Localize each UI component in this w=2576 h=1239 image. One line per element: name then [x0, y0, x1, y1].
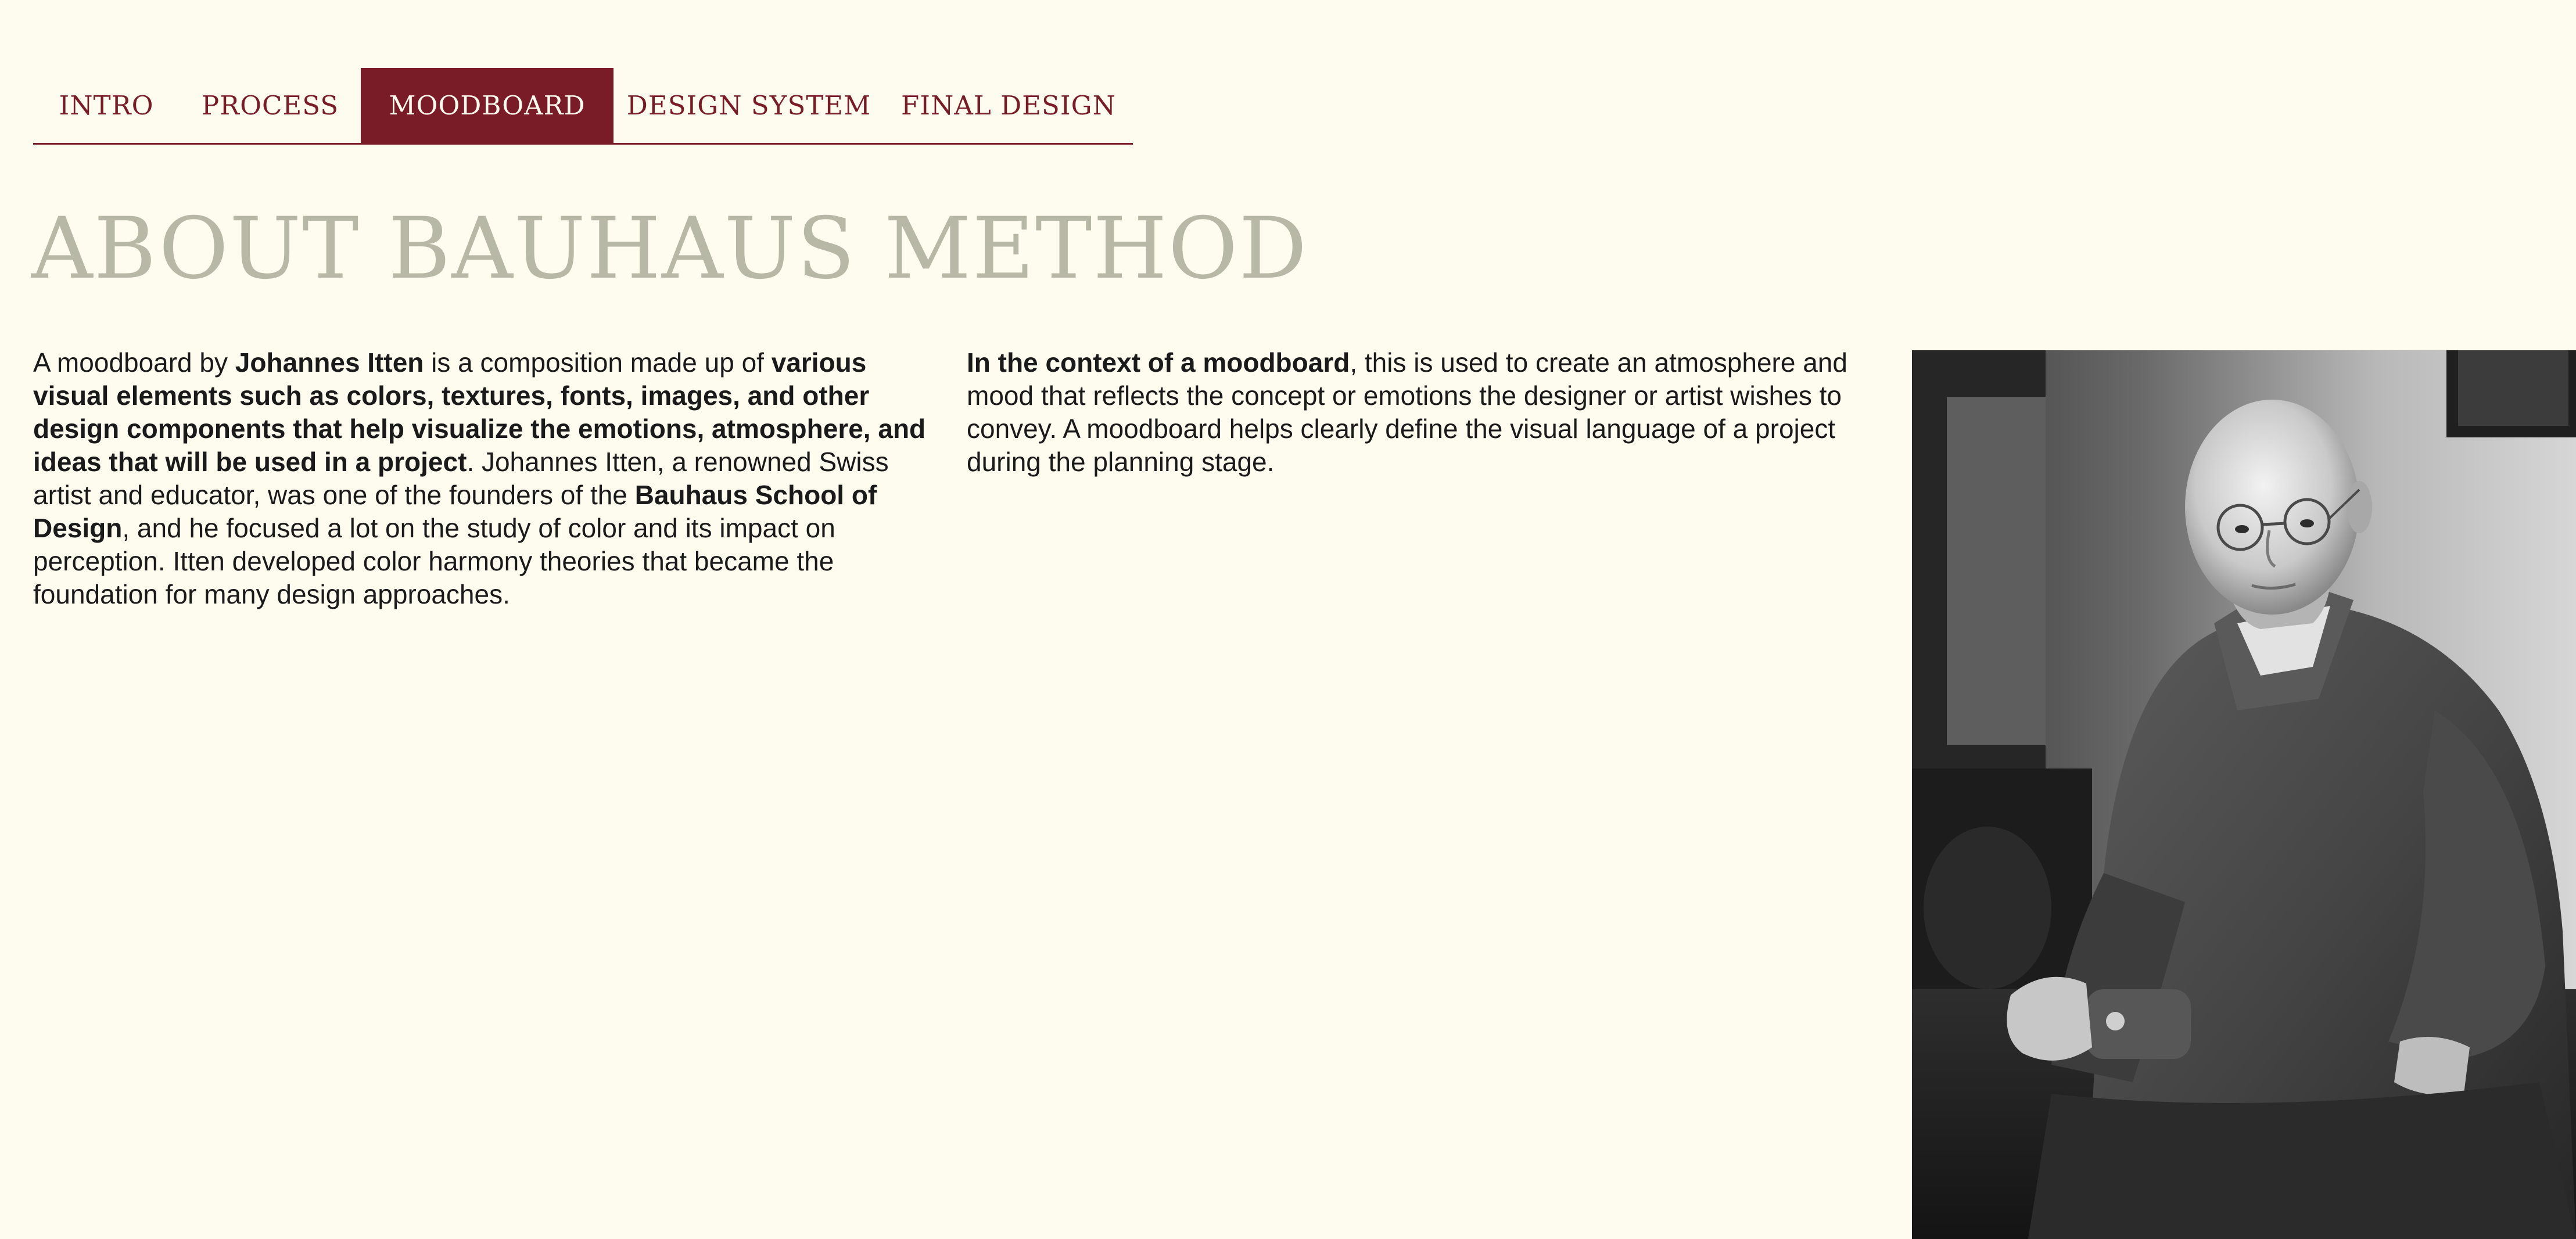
intro-paragraph [33, 346, 928, 611]
text-run: . Johannes Itten, a renowned Swiss artist and educator, was one of the founders of the [33, 447, 889, 510]
bold-run: Bauhaus School of Design [33, 480, 877, 543]
context-paragraph [967, 346, 1861, 479]
text-run: , and he focused a lot on the study of color and its impact on perception. Itten developed color harmony theories that became the foundation for many design approaches. [33, 513, 835, 609]
text-run: , this is used to create an atmosphere and mood that reflects the concept or emotions the designer or artist wishes to convey. A moodboard helps clearly define the visual language of a project during the planning stage. [967, 347, 1847, 477]
text-run: A moodboard by [33, 347, 235, 378]
section-tabs [33, 68, 1133, 145]
tab-intro[interactable]: INTRO [59, 90, 154, 121]
tab-process[interactable]: PROCESS [201, 90, 339, 121]
page-title: ABOUT BAUHAUS METHOD [31, 199, 1308, 298]
bold-run: various visual elements such as colors, textures, fonts, images, and other design components that help visualize the emotions, atmosphere, and ideas that will be used in a project [33, 347, 926, 477]
bold-run: In the context of a moodboard [967, 347, 1350, 378]
text-run: is a composition made up of [424, 347, 772, 378]
tab-final-design[interactable]: FINAL DESIGN [901, 90, 1116, 121]
tab-moodboard[interactable]: MOODBOARD [361, 68, 613, 143]
tab-design-system[interactable]: DESIGN SYSTEM [626, 90, 871, 121]
portrait-photo [1912, 350, 2576, 1239]
bold-run: Johannes Itten [235, 347, 424, 378]
portrait-illustration [1912, 350, 2576, 1239]
